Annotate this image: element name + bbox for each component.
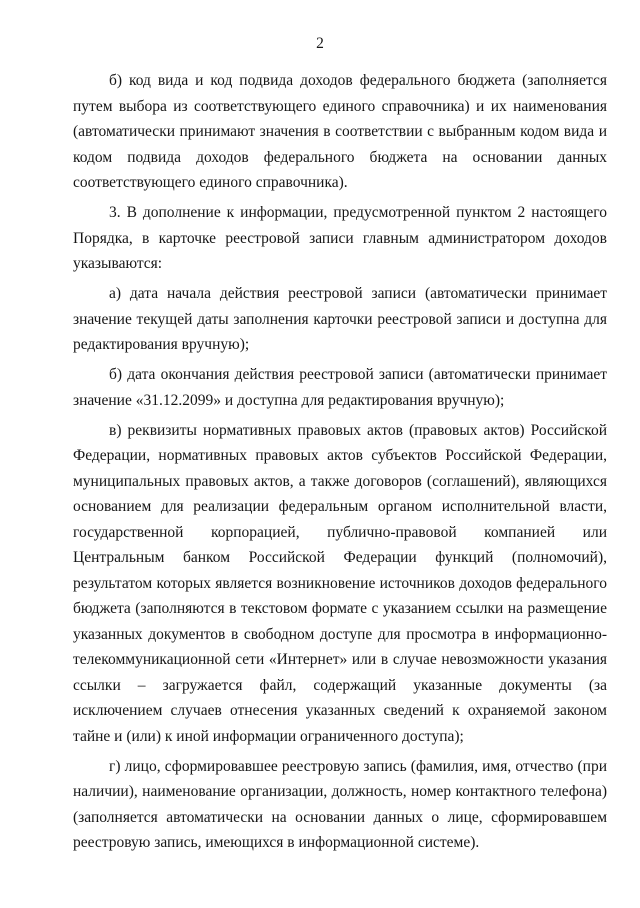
paragraph-end-date: б) дата окончания действия реестровой записи (автоматически принимает значение «31.12.2099» и доступна для редактирования вручную); xyxy=(73,366,607,409)
paragraph-section-3-intro: 3. В дополнение к информации, предусмотренной пунктом 2 настоящего Порядка, в карточке реестровой записи главным администратором доходов указываются: xyxy=(73,204,607,272)
page-number: 2 xyxy=(316,35,324,52)
paragraph-income-type-code: б) код вида и код подвида доходов федерального бюджета (заполняется путем выбора из соответствующего единого справочника) и их наименования (автоматически принимают значения в соответствии с выбранным кодом вида и кодом подвида доходов федерального бюджета на основании данных соответствующего единого справочника). xyxy=(73,72,607,191)
paragraph-start-date: а) дата начала действия реестровой записи (автоматически принимает значение текущей даты заполнения карточки реестровой записи и доступна для редактирования вручную); xyxy=(73,285,607,353)
paragraph-record-author: г) лицо, сформировавшее реестровую запись (фамилия, имя, отчество (при наличии), наименование организации, должность, номер контактного телефона) (заполняется автоматически на основании данных о лице, сформировавшем реестровую запись, имеющихся в информационной системе). xyxy=(73,757,607,851)
document-body xyxy=(73,68,607,856)
paragraph-legal-acts: в) реквизиты нормативных правовых актов (правовых актов) Российской Федерации, нормативных правовых актов субъектов Российской Федерации, муниципальных правовых актов, а также договоров (соглашений), являющихся основанием для реализации федеральным органом исполнительной власти, государственной корпорацией, публично-правовой компанией или Центральным банком Российской Федерации функций (полномочий), результатом которых является возникновение источников доходов федерального бюджета (заполняются в текстовом формате с указанием ссылки на размещение указанных документов в свободном доступе для просмотра в информационно-телекоммуникационной сети «Интернет» или в случае невозможности указания ссылки – загружается файл, содержащий указанные документы (за исключением случаев отнесения указанных сведений к охраняемой законом тайне и (или) к иной информации ограниченного доступа); xyxy=(73,421,607,745)
